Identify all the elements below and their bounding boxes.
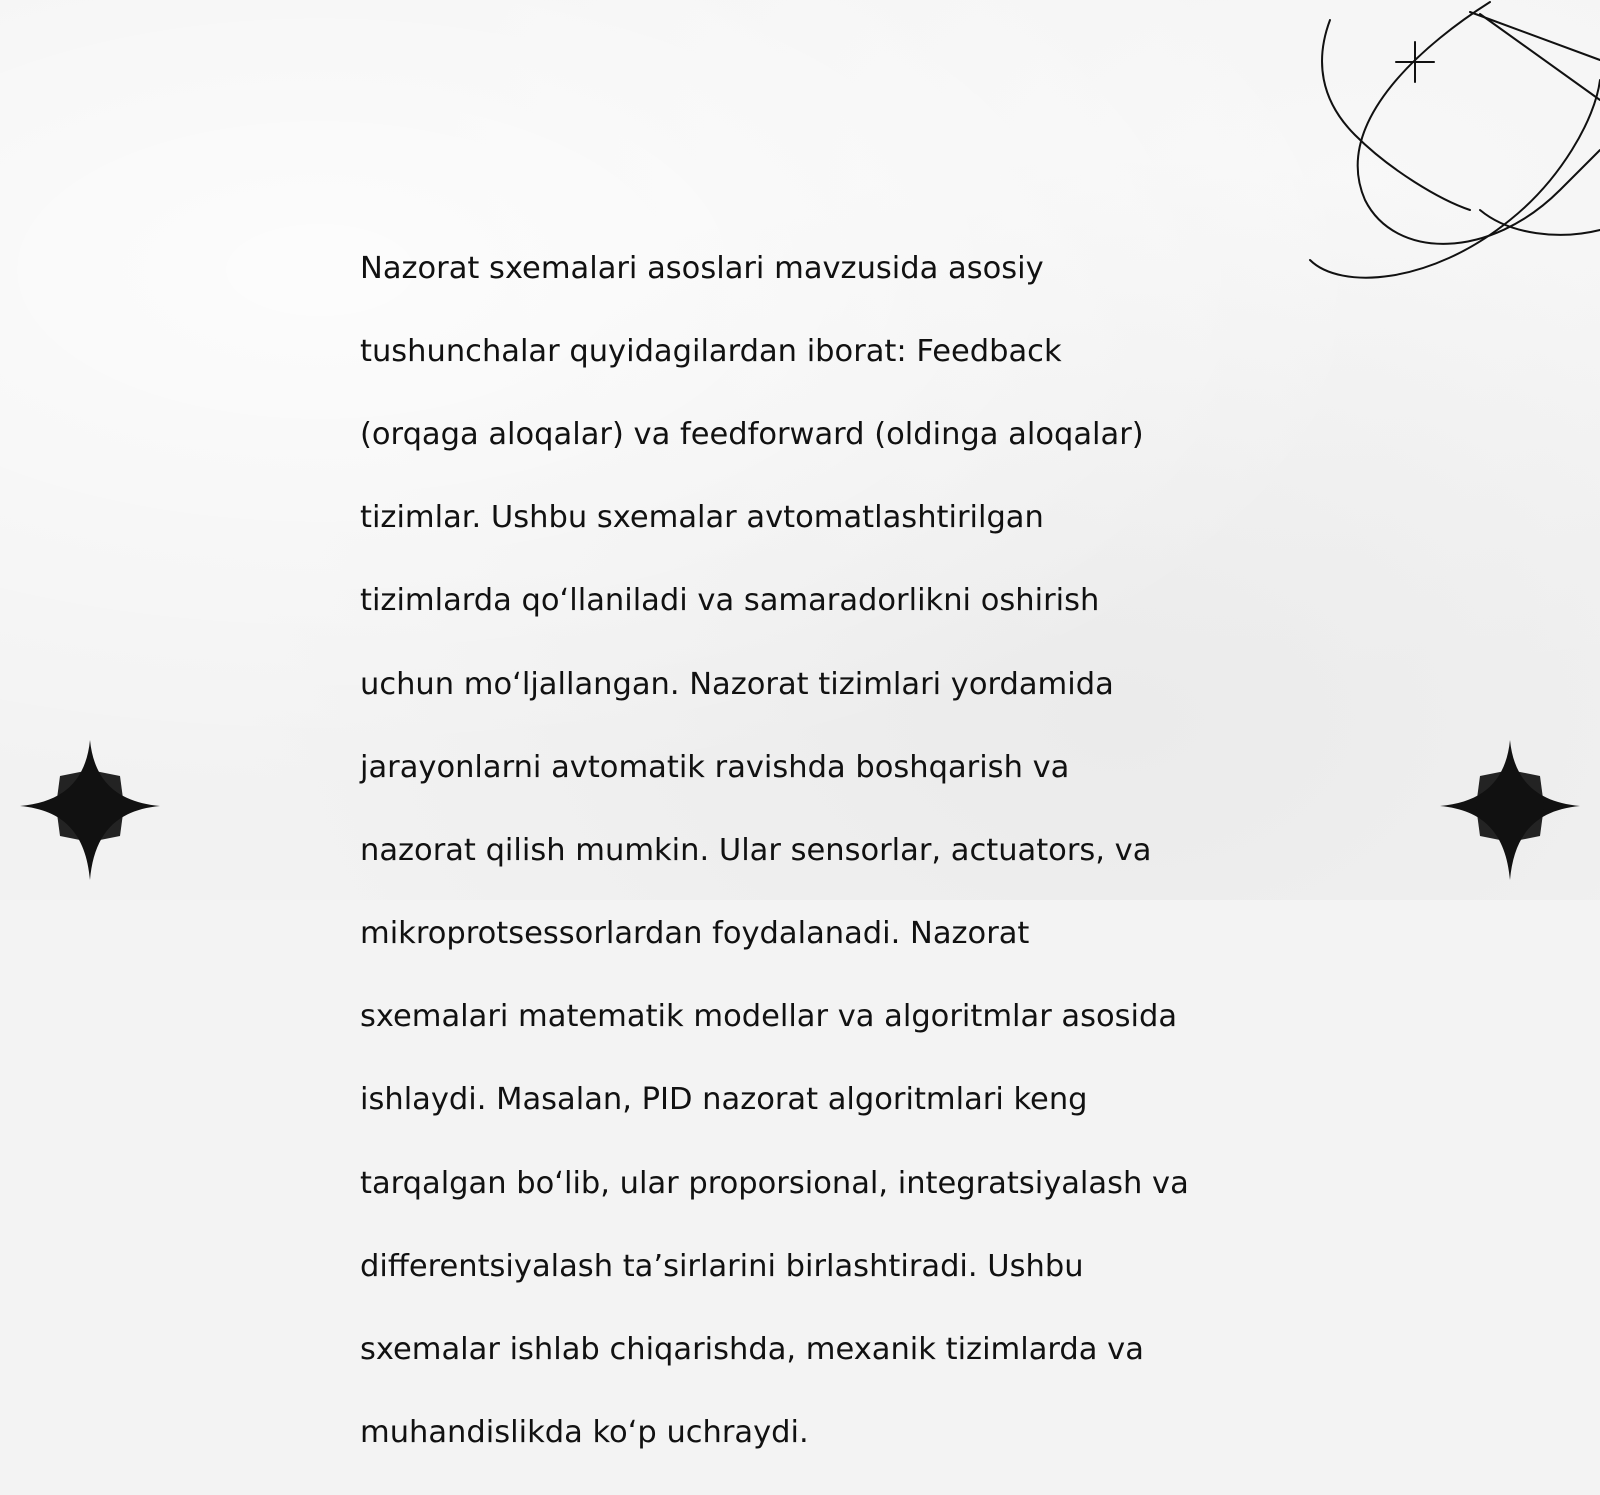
- slide-body-text: [360, 206, 1260, 1495]
- text-line: differentsiyalash taʼsirlarini birlashtiradi. Ushbu: [360, 1248, 1084, 1284]
- orbit-lines-icon: [1310, 0, 1600, 290]
- text-line: tarqalgan boʻlib, ular proporsional, integratsiyalash va: [360, 1165, 1189, 1201]
- text-line: muhandislikda koʻp uchraydi.: [360, 1415, 809, 1451]
- text-line: nazorat qilish mumkin. Ular sensorlar, actuators, va: [360, 832, 1152, 868]
- four-point-star-icon: [1440, 740, 1580, 880]
- text-line: sxemalar ishlab chiqarishda, mexanik tizimlarda va: [360, 1332, 1144, 1368]
- four-point-star-icon: [20, 740, 160, 880]
- text-line: ishlaydi. Masalan, PID nazorat algoritmlari keng: [360, 1082, 1088, 1118]
- text-line: sxemalari matematik modellar va algoritmlar asosida: [360, 999, 1178, 1035]
- text-line: uchun moʻljallangan. Nazorat tizimlari yordamida: [360, 666, 1114, 702]
- text-line: Nazorat sxemalari asoslari mavzusida asosiy: [360, 250, 1044, 286]
- text-line: tizimlar. Ushbu sxemalar avtomatlashtirilgan: [360, 500, 1044, 536]
- text-line: jarayonlarni avtomatik ravishda boshqarish va: [360, 749, 1070, 785]
- text-line: tushunchalar quyidagilardan iborat: Feedback: [360, 333, 1062, 369]
- text-line: (orqaga aloqalar) va feedforward (oldinga aloqalar): [360, 416, 1144, 452]
- text-line: mikroprotsessorlardan foydalanadi. Nazorat: [360, 916, 1030, 952]
- text-line: tizimlarda qoʻllaniladi va samaradorlikni oshirish: [360, 583, 1100, 619]
